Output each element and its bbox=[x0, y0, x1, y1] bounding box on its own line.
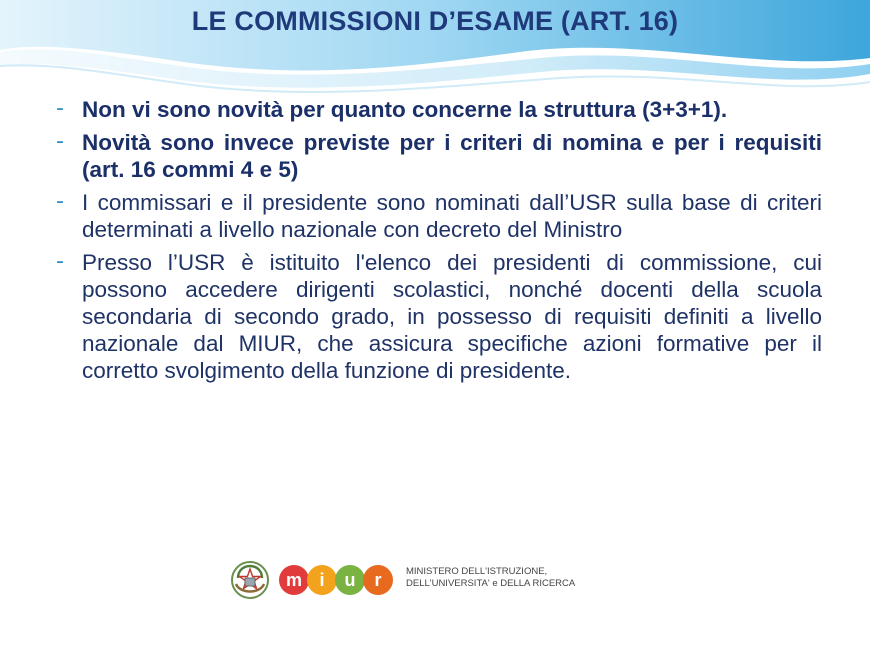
bullet-dash: - bbox=[56, 96, 64, 121]
ministry-line-1: MINISTERO DELL'ISTRUZIONE, bbox=[406, 566, 548, 577]
miur-logo bbox=[278, 562, 398, 598]
slide-title: LE COMMISSIONI D’ESAME (ART. 16) bbox=[191, 6, 679, 36]
bullet-item bbox=[56, 189, 822, 243]
bullet-item bbox=[56, 96, 822, 123]
bullet-item bbox=[56, 129, 822, 183]
footer-logos bbox=[230, 558, 610, 602]
svg-text:u: u bbox=[344, 570, 356, 590]
bullet-list bbox=[56, 96, 822, 390]
bullet-text: I commissari e il presidente sono nominati dall’USR sulla base di criteri determinati a livello nazionale con decreto del Ministro bbox=[82, 190, 822, 242]
bullet-dash: - bbox=[56, 129, 64, 154]
bullet-dash: - bbox=[56, 189, 64, 214]
bullet-text: Non vi sono novità per quanto concerne la struttura (3+3+1). bbox=[82, 97, 728, 122]
italian-republic-emblem-icon bbox=[230, 560, 270, 600]
ministry-name bbox=[406, 566, 575, 590]
svg-text:i: i bbox=[319, 570, 325, 590]
bullet-text: Presso l’USR è istituito l'elenco dei presidenti di commissione, cui possono accedere dirigenti scolastici, nonché docenti della scuola secondaria di secondo grado, in possesso di requisiti definiti a livello nazionale dal MIUR, che assicura specifiche azioni formative per il corretto svolgimento della funzione di presidente. bbox=[82, 250, 822, 383]
svg-text:r: r bbox=[374, 570, 382, 590]
bullet-dash: - bbox=[56, 249, 64, 274]
bullet-item bbox=[56, 249, 822, 384]
ministry-line-2: DELL'UNIVERSITA' e DELLA RICERCA bbox=[406, 578, 576, 589]
bullet-text: Novità sono invece previste per i criteri di nomina e per i requisiti (art. 16 commi 4 e 5) bbox=[82, 130, 822, 182]
svg-text:m: m bbox=[285, 570, 303, 590]
